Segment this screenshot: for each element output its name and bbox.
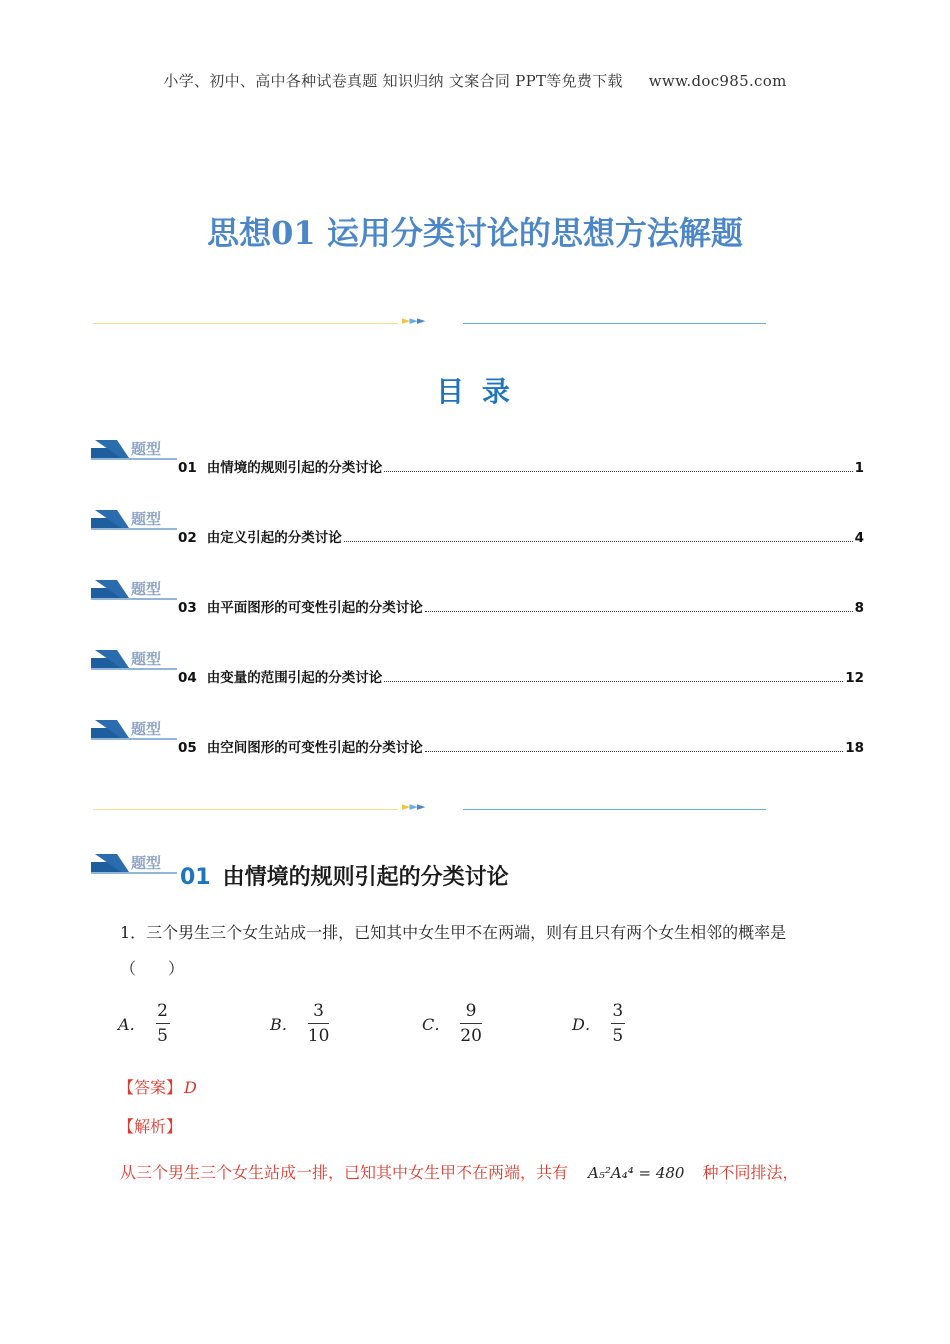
toc-leader-dots [425, 610, 853, 612]
toc-item-01[interactable] [178, 456, 864, 476]
svg-text:题型: 题型 [131, 580, 162, 598]
toc-badge [91, 576, 177, 600]
svg-text:题型: 题型 [131, 440, 162, 458]
toc-item-title: 由变量的范围引起的分类讨论 [206, 670, 383, 686]
fraction-denominator: 20 [460, 1026, 482, 1046]
toc-item-number: 04 [178, 670, 197, 686]
toc-item-title: 由定义引起的分类讨论 [206, 530, 342, 546]
toc-leader-dots [384, 680, 843, 682]
fraction-denominator: 5 [157, 1026, 168, 1046]
toc-item-03[interactable] [178, 596, 864, 616]
toc-item-05[interactable] [178, 736, 864, 756]
toc-item-02[interactable] [178, 526, 864, 546]
option-fraction [611, 1000, 625, 1047]
toc-item-number: 02 [178, 530, 197, 546]
toc-item-04[interactable] [178, 666, 864, 686]
toc-item-title: 由情境的规则引起的分类讨论 [206, 460, 383, 476]
section-badge [91, 850, 177, 874]
option-label: C． [422, 1015, 451, 1034]
option-b [270, 1000, 329, 1047]
option-fraction [308, 1000, 330, 1047]
fraction-numerator: 3 [313, 1001, 324, 1021]
toc-leader-dots [384, 470, 852, 472]
option-fraction [156, 1000, 170, 1047]
divider-top: ►►► [93, 318, 766, 330]
option-a [118, 1000, 170, 1047]
fraction-numerator: 9 [465, 1001, 477, 1021]
page-header [0, 70, 950, 91]
solution-line [120, 1160, 840, 1183]
question-text: 1．三个男生三个女生站成一排，已知其中女生甲不在两端，则有且只有两个女生相邻的概率是（ ） [120, 923, 787, 978]
fraction-numerator: 2 [157, 1001, 168, 1021]
toc-item-number: 01 [178, 460, 197, 476]
toc-badge [91, 506, 177, 530]
toc-item-page: 8 [854, 600, 864, 616]
option-label: B． [270, 1015, 298, 1034]
fraction-denominator: 5 [612, 1026, 624, 1046]
option-label: D． [572, 1015, 601, 1034]
section-title: 由情境的规则引起的分类讨论 [222, 865, 509, 890]
section-badge-text: 题型 [131, 854, 162, 872]
toc-heading: 目 录 [436, 375, 514, 408]
svg-text:题型: 题型 [131, 720, 162, 738]
option-label: A． [118, 1015, 146, 1034]
option-fraction [460, 1000, 482, 1047]
answer-line [118, 1075, 197, 1098]
answer-value: D [184, 1078, 197, 1097]
header-site[interactable]: www.doc985.com [648, 72, 787, 90]
header-text: 小学、初中、高中各种试卷真题 知识归纳 文案合同 PPT等免费下载 [163, 72, 623, 90]
answer-label: 【答案】 [118, 1078, 183, 1097]
toc-badge [91, 646, 177, 670]
toc-leader-dots [425, 750, 843, 752]
toc-item-page: 12 [845, 670, 864, 686]
fraction-denominator: 10 [307, 1026, 330, 1046]
analysis-label: 【解析】 [118, 1117, 183, 1136]
solution-before: 从三个男生三个女生站成一排，已知其中女生甲不在两端，共有 [120, 1163, 569, 1182]
toc-item-title: 由平面图形的可变性引起的分类讨论 [206, 600, 423, 616]
toc-item-number: 03 [178, 600, 197, 616]
toc-item-title: 由空间图形的可变性引起的分类讨论 [206, 740, 423, 756]
svg-text:题型: 题型 [131, 510, 162, 528]
toc-badge [91, 436, 177, 460]
toc-item-page: 18 [845, 740, 864, 756]
section-heading [180, 860, 509, 891]
divider-bottom: ►►► [93, 804, 766, 816]
solution-after: 种不同排法， [702, 1163, 799, 1182]
toc-item-number: 05 [178, 740, 197, 756]
svg-text:题型: 题型 [131, 650, 162, 668]
solution-formula: A₅²A₄⁴ = 480 [588, 1164, 685, 1182]
option-d [572, 1000, 625, 1047]
option-c [422, 1000, 482, 1047]
section-number: 01 [180, 865, 211, 890]
document-title: 思想01 运用分类讨论的思想方法解题 [207, 214, 743, 252]
toc-badge [91, 716, 177, 740]
toc-item-page: 1 [854, 460, 864, 476]
fraction-numerator: 3 [612, 1001, 624, 1021]
toc-item-page: 4 [854, 530, 864, 546]
toc-leader-dots [344, 540, 853, 542]
